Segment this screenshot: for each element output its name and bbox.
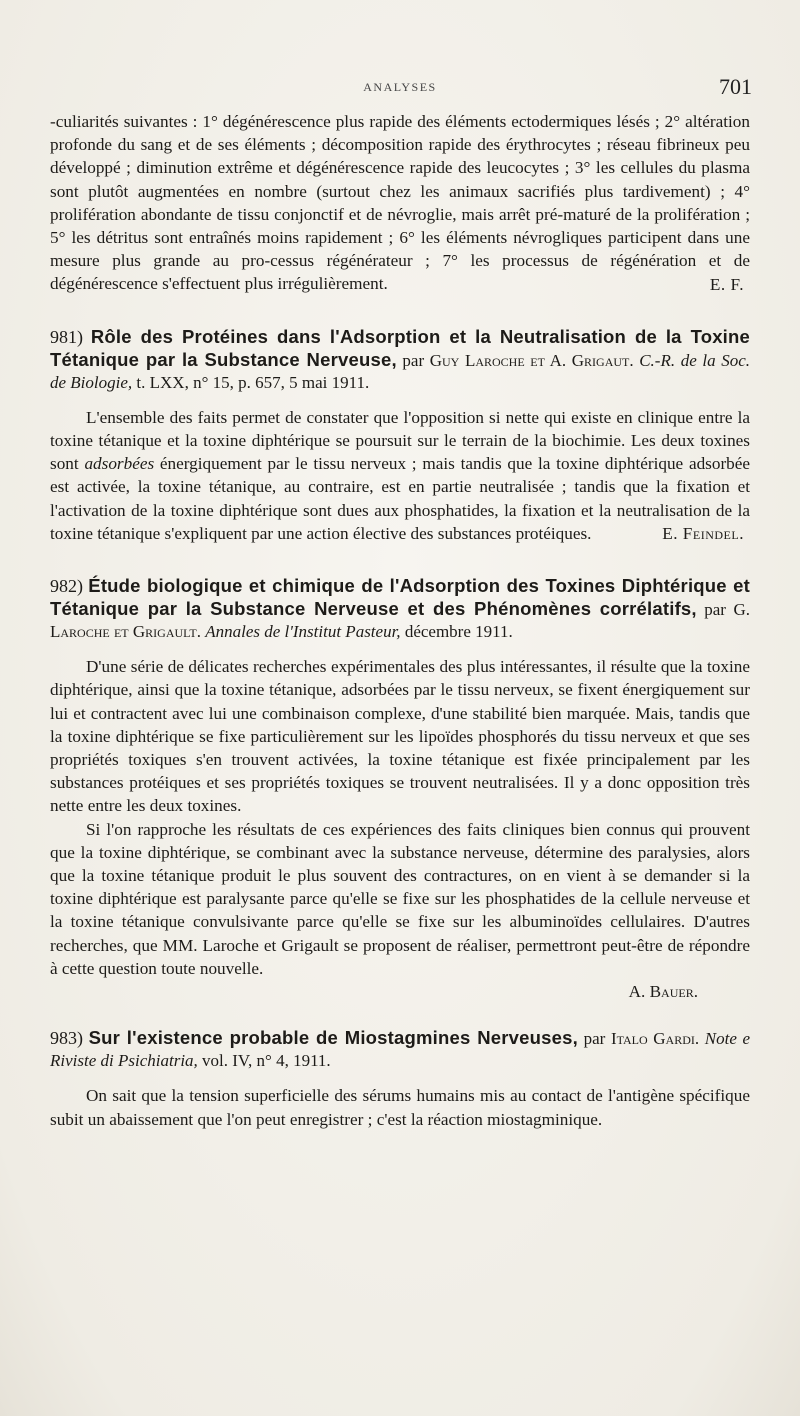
entry-authors: Italo Gardi. — [610, 1029, 700, 1049]
entry-reviewer: E. Feindel. — [662, 524, 744, 544]
entry-number: 981) — [50, 326, 83, 347]
entry-source: Note e Riviste di Psichiatria, — [50, 1029, 751, 1071]
entry-body: On sait que la tension superficielle des sérums humains mis au contact de l'antigène spécifique subit un abaissement que l'on peut enregistrer ; c'est la réaction miostagminique. — [50, 1086, 750, 1129]
running-title: ANALYSES — [363, 80, 437, 94]
entry-reference: vol. IV, n° 4, 1911. — [202, 1051, 331, 1071]
entry-source: C.-R. de la Soc. de Biologie, — [50, 350, 750, 392]
entry-authors: Guy Laroche et A. Grigaut. — [429, 350, 634, 370]
body-text-part: L'ensemble des faits permet de constater que l'opposition si nette qui existe en clinique entre la toxine tétanique et la toxine diphtérique se poursuit sur le terrain de la biochimie. Les deux toxines sont — [50, 407, 750, 474]
entry-983 — [50, 1027, 750, 1130]
entry-by: par — [583, 1029, 606, 1049]
entry-body: Si l'on rapproche les résultats de ces expériences des faits cliniques bien connus qui prouvent que la toxine diphtérique, se combinant avec la substance nerveuse, détermine des paralysies, alors que la toxine tétanique produit le plus souvent des contractures, on en vient à se demander si la toxine diphtérique est paralysante parce qu'elle se fixe sur les phosphatides de la cellule nerveuse et la toxine tétanique convulsivante parce qu'elle se fixe sur les albuminoïdes cellulaires. D'autres recherches, que MM. Laroche et Grigault se proposent de réaliser, permettront peut-être de répondre à cette question toute nouvelle. — [50, 819, 750, 978]
entry-source: Annales de l'Institut Pasteur, — [205, 622, 401, 642]
entry-title: Étude biologique et chimique de l'Adsorption des Toxines Diphtérique et Tétanique par la Substance Nerveuse et des Phénomènes corrélatifs, — [50, 575, 750, 620]
page-number: 701 — [719, 74, 752, 99]
intro-reviewer: E. F. — [709, 274, 744, 294]
entry-reference: t. LXX, n° 15, p. 657, 5 mai 1911. — [136, 372, 370, 392]
page-content — [50, 110, 750, 1131]
entry-982 — [50, 575, 750, 1003]
entry-reviewer: A. Bauer. — [628, 982, 698, 1002]
entry-number: 982) — [50, 576, 83, 597]
entry-by: par — [704, 600, 726, 620]
entry-reference: décembre 1911. — [404, 622, 513, 642]
intro-paragraph: -culiarités suivantes : 1° dégénérescence plus rapide des éléments ectodermiques lésés ; 2° altération profonde du sang et de ses éléments ; décomposition rapide des érythrocytes ; réseau fibrineux peu développé ; diminution extrême et dégénérescence rapide des leucocytes ; 3° les cellules du plasma sont plutôt augmentées en nombre (surtout chez les animaux sacrifiés plus tardivement) ; 4° prolifération abondante de tissu conjonctif et de névroglie, mais arrêt pré-maturé de la prolifération ; 5° les détritus sont entraînés moins rapidement ; 6° les éléments névrogliques participent dans une mesure plus grande au pro-cessus régénérateur ; 7° les processus de régénération et de dégénérescence s'effectuent plus irrégulièrement. — [50, 112, 750, 294]
entry-981 — [50, 326, 750, 545]
entry-heading — [50, 326, 750, 394]
entry-body: D'une série de délicates recherches expérimentales des plus intéressantes, il résulte que la toxine diphtérique, ainsi que la toxine tétanique, adsorbées par le tissu nerveux, se fixent énergiquement sur lui et contractent avec lui une combinaison complexe, d'une stabilité bien marquée. Mais, tandis que la toxine diphtérique se fixe particulièrement sur les lipoïdes phosphorés du tissu nerveux et que ses propriétés toxiques s'en trouvent activées, la toxine tétanique est fixée principalement par les substances protéiques et ses propriétés toxiques se trouvent neutralisées. Il y a donc opposition très nette entre les deux toxines. — [50, 657, 750, 816]
entry-title: Sur l'existence probable de Miostagmines Nerveuses, — [88, 1027, 578, 1049]
entry-number: 983) — [50, 1028, 83, 1049]
entry-authors: G. Laroche et Grigault. — [50, 600, 751, 642]
body-text-part: énergiquement par le tissu nerveux ; mais tandis que la toxine diphtérique adsorbée est activée, la toxine tétanique, au contraire, est en partie neutralisée ; tandis que la fixation et l'activation de la toxine diphtérique sont dues aux phosphatides, la fixation et la neutralisation de la toxine tétanique s'expliquent par une action élective des substances protéiques. — [50, 454, 751, 543]
entry-heading — [50, 1027, 750, 1072]
body-text-italic: adsorbées — [84, 454, 155, 474]
page-header — [48, 74, 752, 104]
entry-by: par — [402, 350, 425, 370]
entry-title: Rôle des Protéines dans l'Adsorption et la Neutralisation de la Toxine Tétanique par la Substance Nerveuse, — [50, 325, 751, 370]
entry-heading — [50, 575, 750, 643]
